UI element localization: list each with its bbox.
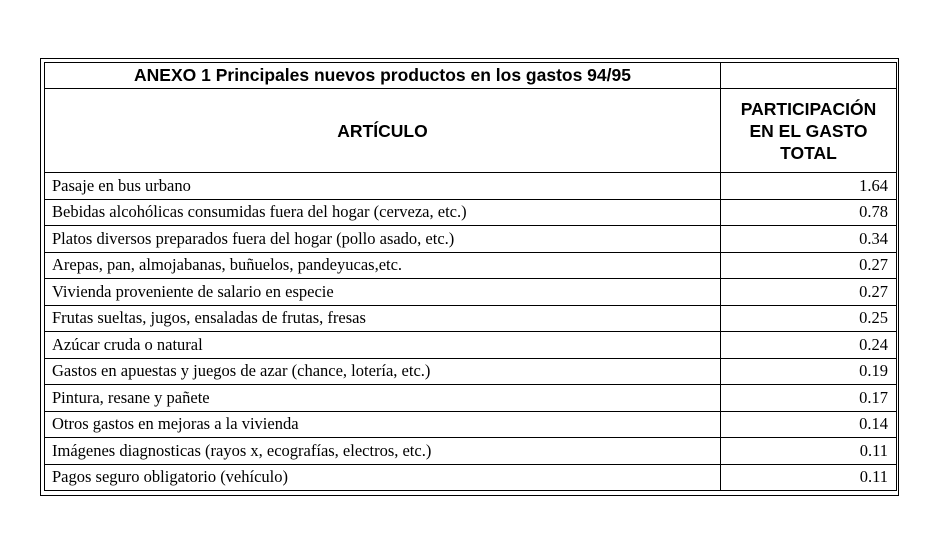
- title-empty-cell: [721, 63, 897, 89]
- row-value: 1.64: [721, 173, 897, 200]
- table-row: [45, 358, 897, 385]
- table-row: [45, 385, 897, 412]
- row-item: Bebidas alcohólicas consumidas fuera del hogar (cerveza, etc.): [45, 199, 721, 226]
- table-row: [45, 173, 897, 200]
- row-value: 0.11: [721, 464, 897, 491]
- table-row: [45, 305, 897, 332]
- column-header-article: ARTÍCULO: [45, 89, 721, 173]
- row-value: 0.19: [721, 358, 897, 385]
- row-value: 0.14: [721, 411, 897, 438]
- row-item: Arepas, pan, almojabanas, buñuelos, pandeyucas,etc.: [45, 252, 721, 279]
- table-title: ANEXO 1 Principales nuevos productos en los gastos 94/95: [45, 63, 721, 89]
- title-row: [45, 63, 897, 89]
- table-row: [45, 332, 897, 359]
- row-value: 0.24: [721, 332, 897, 359]
- table-row: [45, 252, 897, 279]
- row-value: 0.78: [721, 199, 897, 226]
- table-row: [45, 199, 897, 226]
- table-row: [45, 464, 897, 491]
- row-value: 0.11: [721, 438, 897, 465]
- table-row: [45, 411, 897, 438]
- row-value: 0.25: [721, 305, 897, 332]
- anexo-table: [44, 62, 897, 491]
- row-value: 0.27: [721, 252, 897, 279]
- row-item: Gastos en apuestas y juegos de azar (chance, lotería, etc.): [45, 358, 721, 385]
- column-header-share: PARTICIPACIÓN EN EL GASTO TOTAL: [721, 89, 897, 173]
- row-value: 0.34: [721, 226, 897, 253]
- header-row: [45, 89, 897, 173]
- row-item: Azúcar cruda o natural: [45, 332, 721, 359]
- row-item: Platos diversos preparados fuera del hogar (pollo asado, etc.): [45, 226, 721, 253]
- row-item: Pagos seguro obligatorio (vehículo): [45, 464, 721, 491]
- table-row: [45, 438, 897, 465]
- table-row: [45, 226, 897, 253]
- table-row: [45, 279, 897, 306]
- row-item: Otros gastos en mejoras a la vivienda: [45, 411, 721, 438]
- row-item: Vivienda proveniente de salario en especie: [45, 279, 721, 306]
- row-item: Pasaje en bus urbano: [45, 173, 721, 200]
- row-item: Frutas sueltas, jugos, ensaladas de frutas, fresas: [45, 305, 721, 332]
- row-item: Pintura, resane y pañete: [45, 385, 721, 412]
- row-value: 0.27: [721, 279, 897, 306]
- row-value: 0.17: [721, 385, 897, 412]
- row-item: Imágenes diagnosticas (rayos x, ecografías, electros, etc.): [45, 438, 721, 465]
